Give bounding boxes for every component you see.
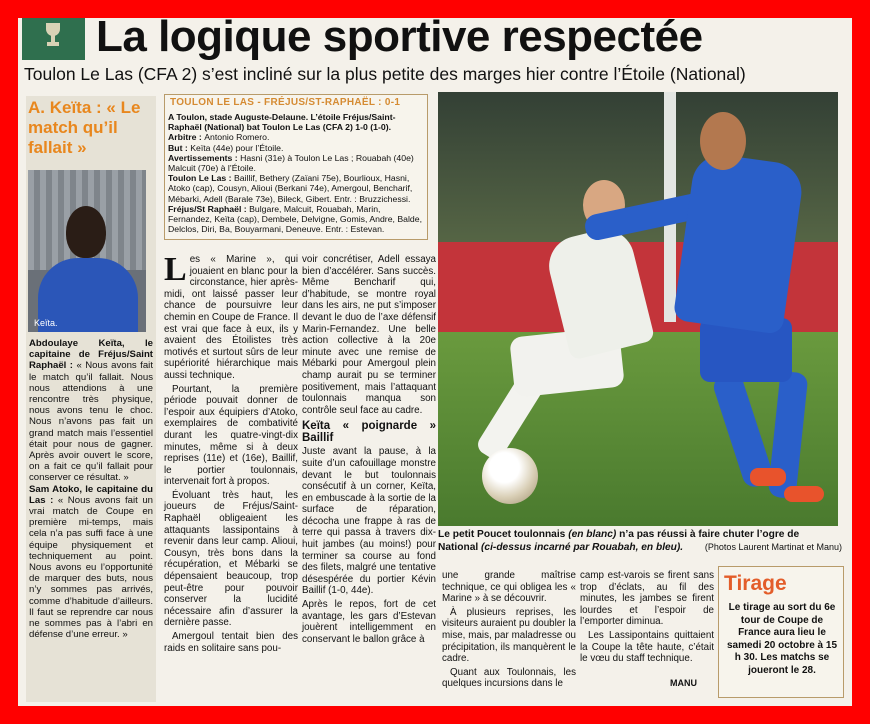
subheadline: Toulon Le Las (CFA 2) s’est incliné sur la plus petite des marges hier contre l’Étoile (National) (24, 64, 746, 84)
frejus-label: Fréjus/St Raphaël : (168, 203, 250, 214)
but-label: But : (168, 142, 191, 153)
frejus-lineup: Bulgare, Malcuit, Rouabah, Marin, Fernandez, Keïta (cap), Dembele, Delvigne, Gomis, Andre, Balde, Delclos, Diri, Ba, Bouyarmani, Deneuve. Entr. : Estevan. (168, 203, 422, 235)
trophy-icon (43, 22, 63, 48)
quote1-text: « Nous avons fait le match qu’il fallait. Nous nous attendions à une rencontre très physique, nous avons tenu le choc. Nous n’avons pas fait un grand match mais l’essentiel était pour nous de gagner. Après avoir ouvert le score, on a fait ce qu’il fallait pour conserver ce résultat. » (29, 360, 153, 484)
toulon-label: Toulon Le Las : (168, 173, 234, 184)
player-head (700, 112, 746, 170)
match-info-body (168, 112, 426, 234)
article-paragraph: Évoluant très haut, les joueurs de Fréjus/Saint-Raphaël obligeaient les attaquants lassipontains à revenir dans leur camp. Alioui, Cousyn, très bons dans la récupération, et Mébarki se dépensaient beaucoup, trop peut-être pour pouvoir conserver la lucidité nécessaire afin d’assurer la dernière passe. (164, 489, 298, 629)
sidebar-title: A. Keïta : « Le match qu’il fallait » (28, 98, 141, 157)
player-boot (784, 486, 824, 502)
article-column-4 (580, 570, 714, 667)
match-photo (438, 92, 838, 526)
article-paragraph: Les Lassipontains quittaient la Coupe la tête haute, c’était le vœu du staff technique. (580, 629, 714, 665)
sidebar-quotes (29, 338, 153, 640)
football (482, 448, 538, 504)
tirage-text: Le tirage au sort du 6e tour de Coupe de France aura lieu le samedi 20 octobre à 15 h 30. Les matchs se joueront le 28. (726, 602, 838, 676)
player-portrait (28, 170, 146, 332)
match-info-heading: TOULON LE LAS - FRÉJUS/ST-RAPHAËL : 0-1 (170, 97, 401, 108)
caption-part-a: Le petit Poucet toulonnais (438, 529, 569, 540)
newspaper-page (18, 18, 852, 706)
avert-label: Avertissements : (168, 152, 241, 163)
player-torso (673, 151, 806, 335)
toulon-lineup: Baillif, Bethery (Zaïani 75e), Bourlioux, Hasni, Atoko (cap), Cousyn, Alioui (Berkani 74e), Amergoul, Bencharif, Mébarki, Adell (Barale 73e), Bileck, Gibert. Entr. : Bruzzichessi. (168, 173, 413, 204)
arbitre-value: Antonio Romero. (204, 132, 270, 143)
article-paragraph: Après le repos, fort de cet avantage, les gars d’Estevan jouèrent intelligemment en conservant le ballon grâce à (302, 599, 436, 645)
portrait-head (66, 206, 106, 258)
article-paragraph: Juste avant la pause, à la suite d’un cafouillage monstre devant le but toulonnais consécutif à un corner, Keïta, en embuscade à la sortie de la surface de réparation, décocha une frappe à ras de terre qui passa à travers dix-huit jambes (au moins!) pour terminer sa course au fond des filets, malgré une tentative désespérée du portier Kévin Baillif (1-0, 44e). (302, 446, 436, 597)
caption-part-c: n’a pas réussi à faire chuter l’ogre de National (438, 529, 800, 553)
article-paragraph: voir concrétiser, Adell essaya bien d’accélérer. Sans succès. Même Bencharif qui, d’habitude, se montre royal dans les airs, ne put s’imposer devant le duo de l’axe défensif Marin-Fernandez. Une belle action collective à la 20e minute avec une remise de Mébarki pour Amergoul plein champ aurait pu se terminer positivement, mais l’attaquant toulonnais manqua son contrôle seul face au cadre. (302, 254, 436, 416)
portrait-caption: Keïta. (34, 318, 58, 328)
quote2-lead: Sam Atoko, le capitaine du Las : (29, 483, 153, 506)
drop-cap: L (164, 251, 187, 288)
article-paragraph: camp est-varois se firent sans trop d’éclats, au fil des minutes, les jambes se firent lourdes et l’espoir de l’emporter diminua. (580, 570, 714, 628)
trophy-logo-icon (22, 18, 85, 60)
article-column-3 (442, 570, 576, 692)
but-value: Keïta (44e) pour l’Étoile. (190, 142, 284, 153)
article-paragraph: Quant aux Toulonnais, les quelques incursions dans le (442, 666, 576, 690)
article-paragraph: Pourtant, la première période pouvait donner de l’espoir aux équipiers d’Atoko, exemplaires de combativité durant les quatre-vingt-dix minutes, même si à deux reprises (11e) et (16e), Baillif, le portier toulonnais, intervenait fort à propos. (164, 383, 298, 488)
author-signature: MANU (670, 678, 697, 688)
article-paragraph: À plusieurs reprises, les visiteurs auraient pu doubler la mise, mais, par maladresse ou précipitation, ils manquèrent le cadre. (442, 606, 576, 665)
caption-part-b: (en blanc) (568, 529, 617, 540)
quote1-lead: Abdoulaye Keïta, le capitaine de Fréjus/Saint Raphaël : (29, 338, 153, 372)
match-intro: A Toulon, stade Auguste-Delaune. L’étoile Fréjus/Saint-Raphaël (National) bat Toulon Le Las (CFA 2) 1-0 (1-0). (168, 112, 396, 133)
caption-part-d: (ci-dessus incarné par Rouabah, en bleu). (481, 542, 684, 553)
headline: La logique sportive respectée (96, 18, 703, 61)
article-column-2 (302, 254, 436, 647)
avert-value: Hasni (31e) à Toulon Le Las ; Rouabah (40e) Malcuit (70e) à l’Étoile. (168, 152, 414, 174)
player-boot (750, 468, 786, 486)
article-paragraph: Amergoul tentait bien des raids en solitaire sans pou- (164, 631, 298, 654)
article-paragraph: es « Marine », qui jouaient en blanc pour la circonstance, hier après-midi, ont laissé passer leur chance de poursuivre leur chemin en Coupe de France. Il est vrai que face à eux, ils y avaient des Étoilistes très motivés et surtout sûrs de leur supériorité hiérarchique mais aussi technique. (164, 254, 298, 381)
article-column-1 (164, 251, 298, 656)
photo-caption (438, 528, 842, 554)
quote2-text: « Nous avons fait un vrai match de Coupe en première mi-temps, mais cela n’a pas suffi face à une équipe physiquement et techniquement au point. Nous avons eu l’opportunité de marquer des buts, nous n’y sommes pas arrivés, comme d’habitude d’ailleurs. Il faut se reprendre car nous ne sommes pas à l’abri en défense d’une erreur. » (29, 494, 153, 641)
arbitre-label: Arbitre : (168, 132, 205, 143)
article-paragraph: une grande maîtrise technique, ce qui obligea les « Marine » à se découvrir. (442, 570, 576, 605)
tirage-title: Tirage (724, 572, 787, 595)
article-subtitle: Keïta « poignarde » Baillif (302, 420, 436, 445)
photo-credits: (Photos Laurent Martinat et Manu) (704, 542, 842, 552)
